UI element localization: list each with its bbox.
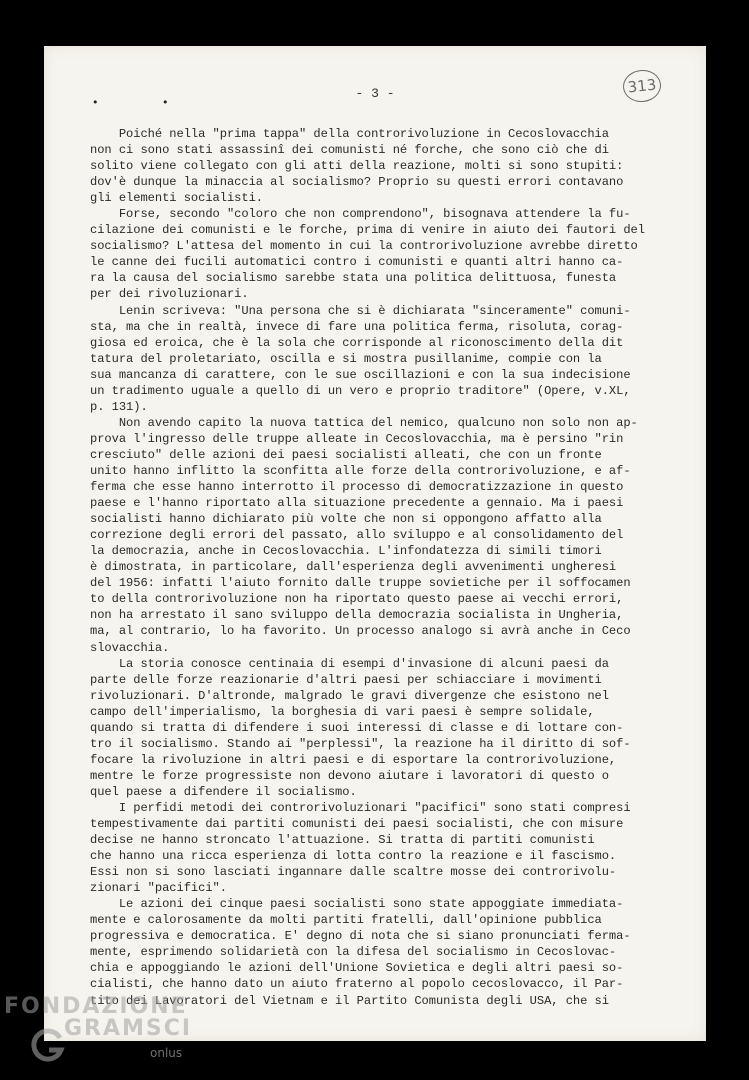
text-line: tempestivamente dai partiti comunisti dei paesi socialisti, che con misure (90, 817, 624, 832)
text-line: tatura del proletariato, oscilla e si mostra pusillanime, compie con la (90, 351, 602, 366)
text-line: rivoluzionari. D'altronde, malgrado le gravi divergenze che esistono nel (90, 688, 609, 703)
text-line: gli elementi socialisti. (90, 191, 263, 206)
text-line: quando si tratta di difendere i suoi interessi di classe e di lottare con- (90, 720, 624, 735)
text-line: slovacchia. (90, 640, 170, 655)
text-line: non ci sono stati assassinî dei comunisti né forche, che sono ciò che di (90, 143, 609, 158)
text-line: tro il socialismo. Stando ai "perplessi", la reazione ha il diritto di sof- (90, 736, 631, 751)
page-number: - 3 - (355, 86, 395, 101)
text-line: ferma che esse hanno interrotto il processo di democratizzazione in questo (90, 480, 624, 495)
text-line: ma, al contrario, lo ha favorito. Un processo analogo si avrà anche in Ceco (90, 624, 631, 639)
text-line: Le azioni dei cinque paesi socialisti sono state appoggiate immediata- (90, 897, 624, 912)
text-line: solito viene collegato con gli atti della reazione, molti si sono stupiti: (90, 159, 624, 174)
text-line: Essi non si sono lasciati ingannare dalle scaltre mosse dei controrivolu- (90, 865, 617, 880)
text-line: to della controrivoluzione non ha riportato questo paese ai vecchi errori, (90, 592, 624, 607)
gramsci-logo-icon (30, 1028, 66, 1064)
text-line: le canne dei fucili automatici contro i comunisti e quanti altri hanno ca- (90, 255, 624, 270)
text-line: parte delle forze reazionarie d'altri paesi per schiacciare i movimenti (90, 672, 602, 687)
text-line: giosa ed eroica, che è la sola che corrisponde al riconoscimento della dit (90, 335, 624, 350)
text-line: La storia conosce centinaia di esempi d'invasione di alcuni paesi da (90, 656, 609, 671)
text-line: sua mancanza di carattere, con le sue oscillazioni e con la sua indecisione (90, 367, 631, 382)
document-body (90, 126, 666, 1009)
text-line: mente, esprimendo solidarietà con la difesa del socialismo in Cecoslovac- (90, 945, 617, 960)
text-line: campo dell'imperialismo, la borghesia di vari paesi è sempre solidale, (90, 704, 595, 719)
text-line: dov'è dunque la minaccia al socialismo? Proprio su questi errori contavano (90, 175, 624, 190)
text-line: cialisti, che hanno dato un aiuto fraterno al popolo cecoslovacco, il Par- (90, 977, 624, 992)
text-line: Poiché nella "prima tappa" della controrivoluzione in Cecoslovacchia (90, 127, 609, 141)
text-line: un tradimento uguale a quello di un vero e proprio traditore" (Opere, v.XL, (90, 383, 631, 398)
text-line: chia e appoggiando le azioni dell'Unione Sovietica e degli altri paesi so- (90, 961, 624, 976)
watermark-line-1: FONDAZIONE (4, 994, 188, 1019)
text-line: correzione degli errori del passato, allo sviluppo e al consolidamento del (90, 528, 624, 543)
text-line: prova l'ingresso delle truppe alleate in Cecoslovacchia, ma è persino "rin (90, 431, 624, 446)
text-line: socialismo? L'attesa del momento in cui la controrivoluzione avrebbe diretto (90, 239, 638, 254)
text-line: zionari "pacifici". (90, 881, 227, 896)
text-line: Non avendo capito la nuova tattica del nemico, qualcuno non solo non ap- (90, 415, 638, 430)
text-line: cilazione dei comunisti e le forche, prima di venire in aiuto dei fautori del (90, 223, 645, 238)
text-line: che hanno una ricca esperienza di lotta contro la reazione e il fascismo. (90, 849, 617, 864)
text-line: del 1956: infatti l'aiuto fornito dalle truppe sovietiche per il soffocamen (90, 576, 631, 591)
watermark-line-2: GRAMSCI (64, 1016, 193, 1041)
text-line: la democrazia, anche in Cecoslovacchia. L'infondatezza di simili timori (90, 544, 602, 559)
text-line: mentre le forze progressiste non devono aiutare i lavoratori di questo o (90, 768, 609, 783)
text-line: mente e calorosamente da molti partiti fratelli, dall'opinione pubblica (90, 913, 602, 928)
text-line: quel paese a difendere il socialismo. (90, 784, 357, 799)
text-line: progressiva e democratica. E' degno di nota che si siano pronunciati ferma- (90, 929, 631, 944)
text-line: focare la rivoluzione in altri paesi e di esportare la controrivoluzione, (90, 752, 617, 767)
text-line: p. 131). (90, 399, 148, 414)
text-line: paese e l'hanno riportato alla situazione precedente a gennaio. Ma i paesi (90, 496, 624, 511)
text-line: per dei rivoluzionari. (90, 287, 249, 302)
text-line: I perfidi metodi dei controrivoluzionari "pacifici" sono stati compresi (90, 800, 631, 815)
text-line: tito dei Lavoratori del Vietnam e il Partito Comunista degli USA, che si (90, 993, 609, 1008)
archive-stamp: 313 (621, 68, 662, 104)
text-line: decise ne hanno stroncato l'attuazione. Si tratta di partiti comunisti (90, 833, 595, 848)
margin-marks: • • (92, 96, 199, 109)
text-line: sta, ma che in realtà, invece di fare una politica ferma, risoluta, corag- (90, 319, 624, 334)
text-line: cresciuto" delle azioni dei paesi socialisti alleati, che con un fronte (90, 447, 602, 462)
text-line: unito hanno inflitto la sconfitta alle forze della controrivoluzione, e af- (90, 463, 631, 478)
text-line: è dimostrata, in particolare, dall'esperienza degli avvenimenti ungheresi (90, 560, 617, 575)
watermark-suffix: onlus (150, 1046, 183, 1060)
text-line: Lenin scriveva: "Una persona che si è dichiarata "sinceramente" comuni- (90, 303, 631, 318)
text-line: socialisti hanno dichiarato più volte che non si oppongono affatto alla (90, 512, 602, 527)
text-line: Forse, secondo "coloro che non comprendono", bisognava attendere la fu- (90, 207, 631, 222)
text-line: ra la causa del socialismo sarebbe stata una politica delittuosa, funesta (90, 271, 617, 286)
typewritten-page (44, 46, 706, 1041)
text-line: non ha arrestato il sano sviluppo della democrazia socialista in Ungheria, (90, 608, 624, 623)
